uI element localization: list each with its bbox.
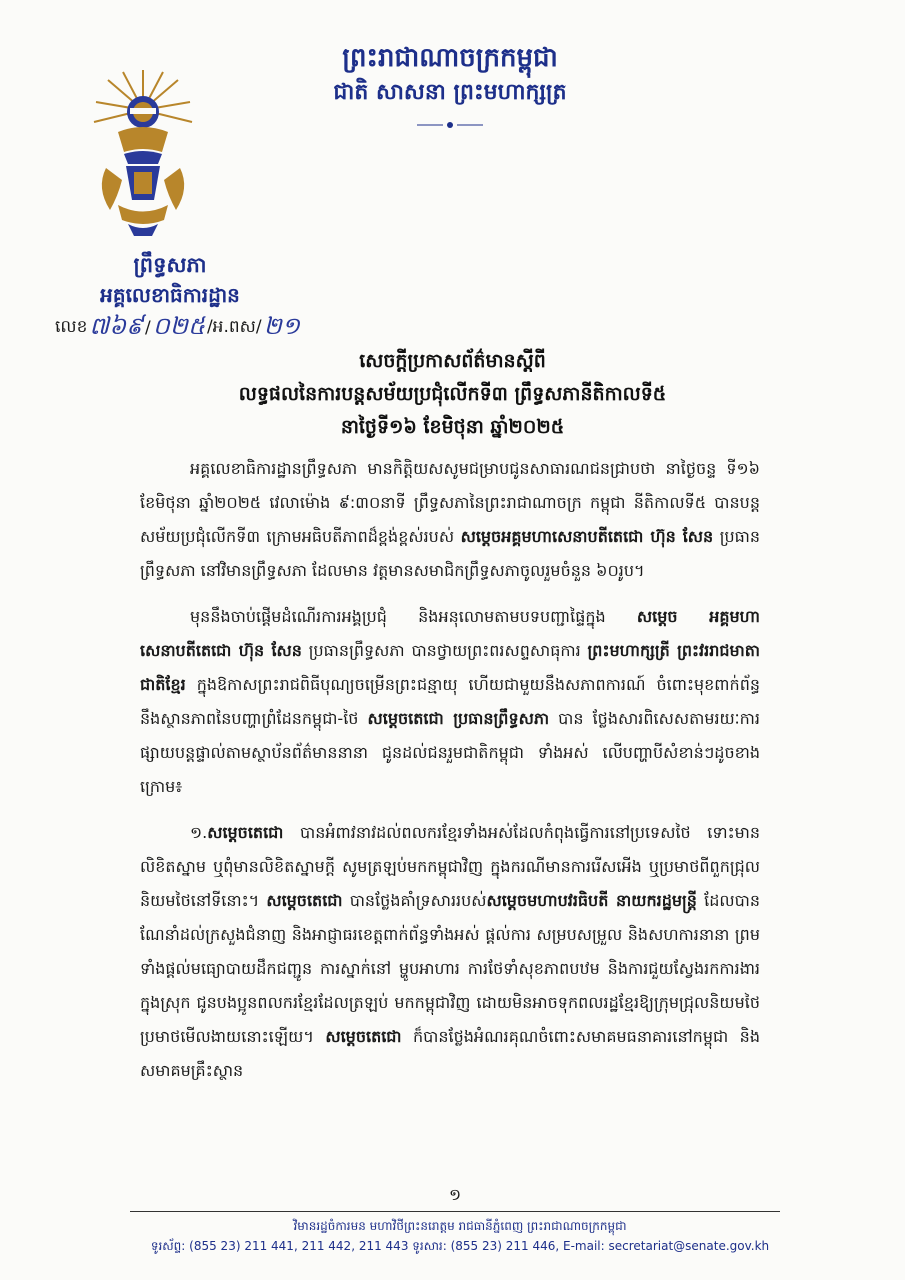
reference-office-code: /អ.ពស/ xyxy=(206,316,262,337)
paragraph-3 xyxy=(140,816,760,1088)
senate-emblem-icon xyxy=(88,60,198,240)
reference-suffix-handwritten: ២១ xyxy=(263,311,300,340)
p2-bold-1: សម្តេច អគ្គមហាសេនាបតីតេជោ ហ៊ុន សែន xyxy=(140,607,760,660)
p1-text: អគ្គលេខាធិការដ្ឋានព្រឹទ្ធសភា មានកិត្តិយសសូមជម្រាបជូនសាធារណជនជ្រាបថា នាថ្ងៃចន្ទ ទី១៦ ខែមិថុនា ឆ្នាំ២០២៥ វេលាម៉ោង ៩:៣០នាទី ព្រឹទ្ធសភានៃព្រះរាជាណាចក្រ កម្ពុជា នីតិកាលទី៥ បានបន្តសម័យប្រជុំលើកទី៣ ក្រោមអធិបតីភាពដ៏ខ្ពង់ខ្ពស់របស់ xyxy=(140,459,760,546)
page-number: ១ xyxy=(448,1185,462,1204)
kingdom-header xyxy=(300,40,600,108)
reference-separator: / xyxy=(145,318,151,338)
p3-e: ក៏បានថ្លែងអំណរគុណចំពោះសមាគមធនាគារនៅកម្ពុជា និងសមាគមគ្រឹះស្ថាន xyxy=(140,1027,760,1080)
p2-d: ក្នុងឱកាសព្រះរាជពិធីបុណ្យចម្រើនព្រះជន្មាយុ ហើយជាមួយនឹងសភាពការណ៍ ចំពោះមុខពាក់ព័ន្ធនឹងស្ថានភាពនៃបញ្ហាព្រំដែនកម្ពុជា-ថៃ xyxy=(140,675,761,728)
secretariat-name: អគ្គលេខាធិការដ្ឋាន xyxy=(100,283,240,307)
reference-number-handwritten: ៧៦៩ xyxy=(89,311,144,340)
footer xyxy=(150,1216,770,1256)
reference-number xyxy=(55,310,302,346)
title-line-3: នាថ្ងៃទី១៦ ខែមិថុនា ឆ្នាំ២០២៥ xyxy=(340,416,565,438)
reference-year-handwritten: ០២៥ xyxy=(152,311,205,340)
p1-end: ប្រធានព្រឹទ្ធសភា នៅវិមានព្រឹទ្ធសភា ដែលមាន វត្តមានសមាជិកព្រឹទ្ធសភាចូលរួមចំនួន ៦០រូប។ xyxy=(140,527,761,580)
p2-bold-3: សម្តេចតេជោ ប្រធានព្រឹទ្ធសភា xyxy=(367,709,550,728)
p3-bold-2: សម្តេចតេជោ xyxy=(266,891,343,910)
senate-name: ព្រឹទ្ធសភា xyxy=(133,252,207,277)
p3-c: បានថ្លែងគាំទ្រសាររបស់ xyxy=(349,891,487,910)
p3-bold-1: សម្តេចតេជោ xyxy=(207,823,284,842)
announcement-title xyxy=(120,345,785,444)
footer-contact: ទូរស័ព្ទ: (855 23) 211 441, 211 442, 211 443 ទូរសារ: (855 23) 211 446, E-mail: secretariat@senate.gov.kh xyxy=(150,1239,770,1253)
senate-block xyxy=(55,250,285,310)
paragraph-2 xyxy=(140,600,760,804)
reference-prefix: លេខ xyxy=(55,316,88,337)
p3-d: ដែលបានណែនាំដល់ក្រសួងជំនាញ និងអាជ្ញាធរខេត្តពាក់ព័ន្ធទាំងអស់ ផ្តល់ការ សម្របសម្រួល និងសហការនានា ព្រមទាំងផ្តល់មធ្យោបាយដឹកជញ្ជូន ការស្នាក់នៅ ម្ហូបអាហារ ការថែទាំសុខភាពបឋម និងការជួយស្វែងរកការងារក្នុងស្រុក ជូនបងប្អូនពលករខ្មែរដែលត្រឡប់ មកកម្ពុជាវិញ ដោយមិនអាចទុកពលរដ្ឋខ្មែរឱ្យក្រុមជ្រុលនិយមថៃប្រមាថមើលងាយនោះឡើយ។ xyxy=(140,891,761,1046)
title-line-2: លទ្ធផលនៃការបន្តសម័យប្រជុំលើកទី៣ ព្រឹទ្ធសភានីតិកាលទី៥ xyxy=(238,383,667,405)
p3-bold-4: សម្តេចតេជោ xyxy=(325,1027,402,1046)
national-motto: ជាតិ សាសនា ព្រះមហាក្សត្រ xyxy=(333,79,567,105)
announcement-body xyxy=(140,452,760,1100)
p2-bold-2: ព្រះមហាក្សត្រី ព្រះវររាជមាតាជាតិខ្មែរ xyxy=(140,641,760,694)
divider-ornament xyxy=(415,120,485,130)
p1-bold-name: សម្តេចអគ្គមហាសេនាបតីតេជោ ហ៊ុន សែន xyxy=(460,527,714,546)
p2-e: បាន ថ្លែងសារពិសេសតាមរយៈការផ្សាយបន្តផ្ទាល់តាមស្ថាប័នព័ត៌មាននានា ជូនដល់ជនរួមជាតិកម្ពុជា ទាំងអស់ លើបញ្ហាបីសំខាន់ៗដូចខាងក្រោម៖ xyxy=(140,709,760,796)
p3-a: បានអំពាវនាវដល់ពលករខ្មែរទាំងអស់ដែលកំពុងធ្វើការនៅប្រទេសថៃ ទោះមានលិខិតស្នាម ឬពុំមានលិខិតស្នាមក្តី សូមត្រឡប់មកកម្ពុជាវិញ ក្នុងករណីមានការរើសអើង ឬប្រមាថពីពួកជ្រុលនិយមថៃនៅទីនោះ។ xyxy=(140,823,760,910)
footer-divider xyxy=(130,1211,780,1212)
p3-bold-3: សម្តេចមហាបវរធិបតី នាយករដ្ឋមន្ត្រី xyxy=(486,891,697,910)
p3-number: ១. xyxy=(190,823,208,842)
paragraph-1 xyxy=(140,452,760,588)
footer-address: វិមានរដ្ឋចំការមន មហាវិថីព្រះនរោត្តម រាជធានីភ្នំពេញ ព្រះរាជាណាចក្រកម្ពុជា xyxy=(293,1219,627,1233)
p2-a: មុននឹងចាប់ផ្តើមដំណើរការអង្គប្រជុំ និងអនុលោមតាមបទបញ្ជាផ្ទៃក្នុង xyxy=(190,607,606,626)
title-line-1: សេចក្តីប្រកាសព័ត៌មានស្តីពី xyxy=(359,350,546,372)
p2-c: ប្រធានព្រឹទ្ធសភា បានថ្វាយព្រះពរសព្ទសាធុការ xyxy=(308,641,581,660)
kingdom-name: ព្រះរាជាណាចក្រកម្ពុជា xyxy=(342,43,558,73)
